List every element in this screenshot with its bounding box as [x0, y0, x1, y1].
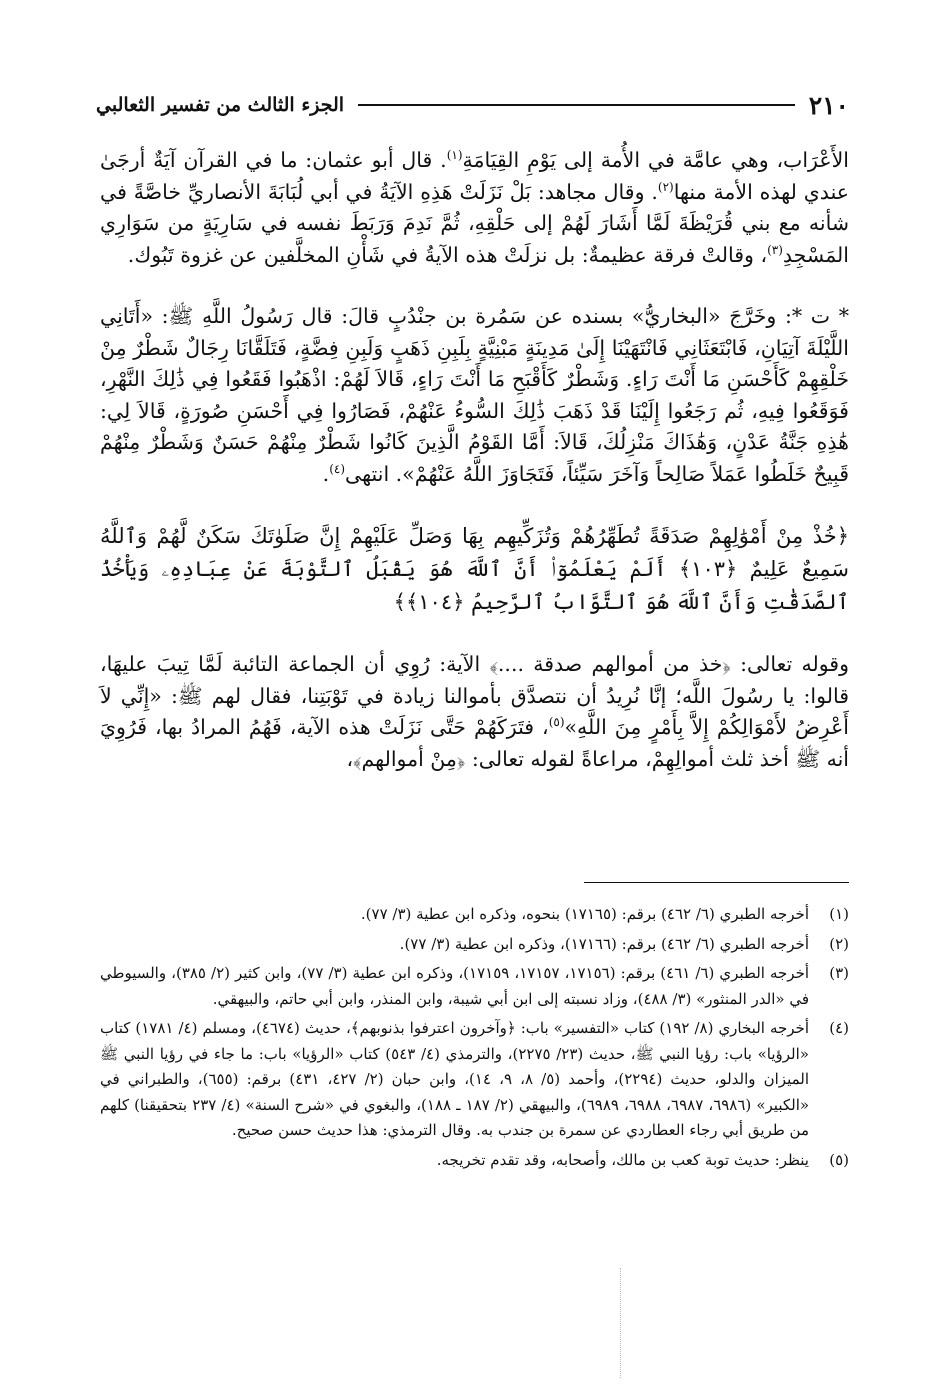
- footnote-text: أخرجه البخاري (٨/ ١٩٢) كتاب «التفسير» باب: ﴿وآخرون اعترفوا بذنوبهم﴾، حديث (٤٦٧٤)، ومسلم (٤/ ١٧٨١) كتاب «الرؤيا» باب: رؤيا النبي ﷺ، حديث (٢٣/ ٢٢٧٥)، والترمذي (٤/ ٥٤٣) كتاب «الرؤيا» باب: ما جاء في رؤيا النبي ﷺ الميزان والدلو، حديث (٢٢٩٤)، وأحمد (٥/ ٨، ٩، ١٤)، وابن حبان (٢/ ٤٢٧، ٤٣١) برقم: (٦٥٥)، والطبراني في «الكبير» (٦٩٨٦، ٦٩٨٧، ٦٩٨٨، ٦٩٨٩)، والبيهقي (٢/ ١٨٧ ـ ١٨٨)، والبغوي في «شرح السنة» (٤/ ٢٣٧ بتحقيقنا) كلهم من طريق أبي رجاء العطاردي عن سمرة بن جندب به. وقال الترمذي: هذا حديث حسن صحيح.: [100, 1019, 810, 1139]
- footnote-number: (٥): [829, 1150, 849, 1169]
- footnote-number: (١): [829, 905, 849, 923]
- hadith-text: * ت *: وخَرَّجَ «البخاريُّ» بسنده عن سَمُرة بن جنْدُبٍ قالَ: قال رَسُولُ اللَّهِ ﷺ: «أَتَانِي اللَّيْلَةَ آتِيَانِ، فَابْتَعَثَانِي فَانْتَهَيْنَا إِلَىٰ مَدِينَةٍ مَبْنِيَّةٍ بِلَبِنِ ذَهَبٍ وَلَبِنِ فِضَّةٍ، فَتَلَقَّانَا رِجَالٌ شَطْرٌ مِنْ خَلْقِهِمْ كَأَحْسَنِ مَا أَنْتَ رَاءٍ. وَشَطْرٌ كَأَقْبَحِ مَا أَنْتَ رَاءٍ، قَالاَ لَهُمْ: اذْهَبُوا فَقَعُوا فِي ذَٰلِكَ النَّهْرِ، فَوَقَعُوا فِيهِ، ثُم رَجَعُوا إِلَيْنَا قَدْ ذَهَبَ ذَٰلِكَ السُّوءُ عَنْهُمْ، فَصَارُوا فِي أَحْسَنِ صُورَةٍ، قَالاَ لِي: هَٰذِهِ جَنَّةُ عَدْنٍ، وَهَٰذَاكَ مَنْزِلُكَ، قَالاَ: أَمَّا القَوْمُ الَّذِينَ كَانُوا شَطْرٌ مِنْهُمْ حَسَنٌ وَشَطْرٌ مِنْهُمْ قَبِيحٌ خَلَطُوا عَمَلاً صَالِحاً وَآخَرَ سَيِّئاً، فَتَجَاوَزَ اللَّهُ عَنْهُمْ». انتهى: [100, 304, 849, 486]
- footnote-text: أخرجه الطبري (٦/ ٤٦٢) برقم: (١٧١٦٥) بنحوه، وذكره ابن عطية (٣/ ٧٧).: [360, 905, 809, 923]
- footnotes: [100, 902, 849, 1173]
- paragraph-1-part-1: الأَعْرَاب، وهي عامَّة في الأُمة إلى يَوْمِ القِيَامَةِ: [462, 148, 849, 172]
- footnote-number: (٤): [829, 1019, 849, 1037]
- paragraph-3-part-2: ، فتَرَكَهُمْ حَتَّى نَزَلَتْ هذه الآية، فَهُمُ المرادُ بها، فَرُوِيَ أنه ﷺ أخذ ثلث أموالِهِمْ، مراعاةً لقوله تعالى: ﴿مِنْ أموالهم﴾،: [100, 715, 849, 771]
- paragraph-1: [100, 145, 849, 271]
- header-rule: [358, 104, 795, 106]
- footnote-ref-1: (١): [446, 148, 463, 163]
- paragraph-3-part-1: وقوله تعالى: ﴿خذ من أموالهم صدقة ....﴾ الآية: رُوِي أن الجماعة التائبة لَمَّا تِيبَ عليهَا، قالوا: يا رسُولَ اللَّه؛ إنَّا نُرِيدُ أن نتصدَّق بأموالنا زيادة في تَوْبَتِنا، فقال لهم ﷺ: «إِنِّي لاَ أَعْرِضُ لأَمْوَالِكُمْ إِلاَّ بِأَمْرٍ مِنَ اللَّهِ»: [100, 652, 849, 739]
- paragraph-2-end: .: [322, 461, 330, 486]
- footnote-1: [100, 902, 849, 928]
- footnote-text: ينظر: حديث توبة كعب بن مالك، وأصحابه، وقد تقدم تخريجه.: [436, 1150, 809, 1169]
- paragraph-1-part-4: ، وقالتْ فرقة عظيمةٌ: بل نزلَتْ هذه الآيةُ في شَأْنِ المخلَّفين عن غزوة تَبُوك.: [127, 242, 768, 267]
- quran-verse: ﴿خُذْ مِنْ أَمْوَٰلِهِمْ صَدَقَةً تُطَهِّرُهُمْ وَتُزَكِّيهِم بِهَا وَصَلِّ عَلَيْهِمْ إِنَّ صَلَوٰتَكَ سَكَنٌ لَّهُمْ وَٱللَّهُ سَمِيعٌ عَلِيمٌ ﴿١٠٣﴾ أَلَمْ يَعْلَمُوٓا۟ أَنَّ ٱللَّهَ هُوَ يَقْبَلُ ٱلتَّوْبَةَ عَنْ عِبَادِهِۦ وَيَأْخُذُ ٱلصَّدَقَٰتِ وَأَنَّ ٱللَّهَ هُوَ ٱلتَّوَّابُ ٱلرَّحِيمُ ﴿١٠٤﴾﴾: [100, 524, 849, 614]
- scan-gutter-line: [620, 1268, 622, 1378]
- book-title: الجزء الثالث من تفسير الثعالبي: [96, 94, 345, 116]
- paragraph-1-part-2: . قال أبو عثمان: ما في القرآن آيَةٌ أرجَىٰ عندي لهذه الأمة منها: [100, 148, 849, 204]
- footnote-5: [100, 1148, 849, 1174]
- footnote-ref-3: (٣): [767, 242, 783, 257]
- paragraph-1-part-3: . وقال مجاهد: بَلْ نَزَلَتْ هَذِهِ الآيَةُ في أبي لُبَابَةَ الأنصاريِّ خاصَّةً في شأنه مع بني قُرَيْظَةَ لَمَّا أَشَارَ لَهُمْ إلى حَلْقِهِ، ثُمَّ نَدِمَ وَرَبَطَ نفسه في سَارِيَةٍ من سَوَارِي المَسْجِدِ: [100, 179, 849, 267]
- paragraph-2: [100, 301, 849, 490]
- page-header: [96, 88, 849, 122]
- footnote-4: [100, 1016, 849, 1144]
- footnote-separator: [584, 882, 849, 883]
- footnote-text: أخرجه الطبري (٦/ ٤٦٢) برقم: (١٧١٦٦)، وذكره ابن عطية (٣/ ٧٧).: [399, 934, 809, 953]
- footnote-number: (٣): [829, 964, 849, 982]
- page-number: ٢١٠: [808, 90, 849, 120]
- main-text: [100, 145, 849, 775]
- footnote-ref-2: (٢): [657, 179, 674, 194]
- footnote-ref-5: (٥): [548, 715, 565, 730]
- paragraph-3: [100, 649, 849, 775]
- footnote-number: (٢): [829, 934, 849, 953]
- footnote-text: أخرجه الطبري (٦/ ٤٦١) برقم: (١٧١٥٦، ١٧١٥٧، ١٧١٥٩)، وذكره ابن عطية (٣/ ٧٧)، وابن كثير (٢/ ٣٨٥)، والسيوطي في «الدر المنثور» (٣/ ٤٨٨)، وزاد نسبته إلى ابن أبي شيبة، وابن المنذر، وابن أبي حاتم، والبيهقي.: [100, 964, 810, 1008]
- footnote-2: [100, 932, 849, 958]
- footnote-3: [100, 961, 849, 1012]
- footnote-ref-4: (٤): [329, 461, 346, 476]
